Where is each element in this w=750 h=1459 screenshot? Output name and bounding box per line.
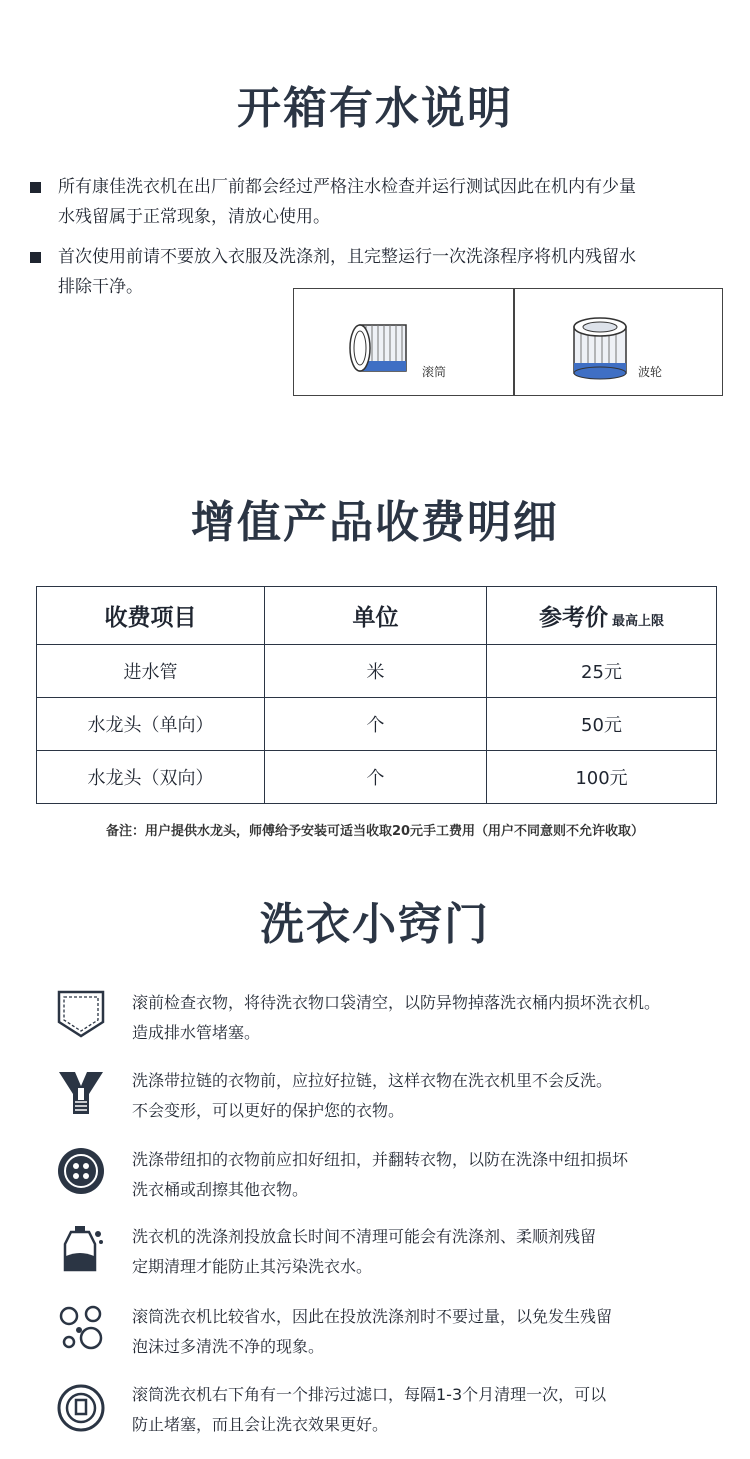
detergent-icon <box>55 1222 107 1274</box>
bullet-square-icon <box>30 182 41 193</box>
tip-line: 洗涤带拉链的衣物前，应拉好拉链，这样衣物在洗衣机里不会反洗。 <box>132 1071 613 1090</box>
table-row <box>37 698 717 751</box>
table-header-row <box>37 587 717 645</box>
fee-table <box>36 586 717 804</box>
section-title-unboxing-water: 开箱有水说明 <box>237 83 513 134</box>
cell-price: 25元 <box>487 645 717 698</box>
price-note: 最高上限 <box>611 614 664 629</box>
cell-unit: 个 <box>265 698 487 751</box>
tip-line: 洗衣桶或刮擦其他衣物。 <box>132 1180 309 1199</box>
cell-item: 进水管 <box>37 645 265 698</box>
washer-type-illustration <box>293 288 723 396</box>
tip-line: 洗涤带纽扣的衣物前应扣好纽扣，并翻转衣物，以防在洗涤中纽扣损坏 <box>132 1150 629 1169</box>
bullet-line: 水残留属于正常现象，清放心使用。 <box>58 207 330 227</box>
bubbles-icon <box>55 1302 107 1354</box>
tip-line: 造成排水管堵塞。 <box>132 1023 261 1042</box>
cell-item: 水龙头（双向） <box>37 751 265 804</box>
bullet-line: 所有康佳洗衣机在出厂前都会经过严格注水检查并运行测试因此在机内有少量 <box>58 177 636 197</box>
tip-line: 泡沫过多清洗不净的现象。 <box>132 1337 325 1356</box>
tip-line: 不会变形，可以更好的保护您的衣物。 <box>132 1101 405 1120</box>
tip-line: 滚筒洗衣机比较省水，因此在投放洗涤剂时不要过量，以免发生残留 <box>132 1307 613 1326</box>
button-icon <box>55 1145 107 1197</box>
tip-line: 滚前检查衣物，将待洗衣物口袋清空，以防异物掉落洗衣桶内损坏洗衣机。 <box>132 993 661 1012</box>
zipper-icon <box>55 1066 107 1118</box>
section-title-fee-details: 增值产品收费明细 <box>191 497 559 548</box>
divider <box>513 289 515 395</box>
cell-item: 水龙头（单向） <box>37 698 265 751</box>
cell-price: 100元 <box>487 751 717 804</box>
pulsator-label: 波轮 <box>638 365 663 379</box>
col-header-price: 参考价 最高上限 <box>487 587 717 645</box>
bullet-line: 首次使用前请不要放入衣服及洗涤剂，且完整运行一次洗涤程序将机内残留水 <box>58 247 636 267</box>
front-load-drum-icon <box>346 319 416 379</box>
tip-line: 滚筒洗衣机右下角有一个排污过滤口，每隔1-3个月清理一次，可以 <box>132 1385 607 1404</box>
top-load-pulsator-icon <box>570 315 630 383</box>
drum-label: 滚筒 <box>422 365 447 379</box>
fee-note: 备注：用户提供水龙头，师傅给予安装可适当收取20元手工费用（用户不同意则不允许收取） <box>105 824 645 839</box>
tip-line: 防止堵塞，而且会让洗衣效果更好。 <box>132 1415 389 1434</box>
bullet-line: 排除干净。 <box>58 277 143 297</box>
table-row <box>37 751 717 804</box>
bullet-item <box>30 172 730 232</box>
cell-price: 50元 <box>487 698 717 751</box>
pocket-icon <box>55 988 107 1040</box>
bullet-square-icon <box>30 252 41 263</box>
section-title-laundry-tips: 洗衣小窍门 <box>260 899 490 950</box>
table-row <box>37 645 717 698</box>
col-header-unit: 单位 <box>265 587 487 645</box>
tip-line: 洗衣机的洗涤剂投放盒长时间不清理可能会有洗涤剂、柔顺剂残留 <box>132 1227 597 1246</box>
col-header-item: 收费项目 <box>37 587 265 645</box>
cell-unit: 米 <box>265 645 487 698</box>
cell-unit: 个 <box>265 751 487 804</box>
tip-line: 定期清理才能防止其污染洗衣水。 <box>132 1257 373 1276</box>
filter-icon <box>55 1380 107 1432</box>
